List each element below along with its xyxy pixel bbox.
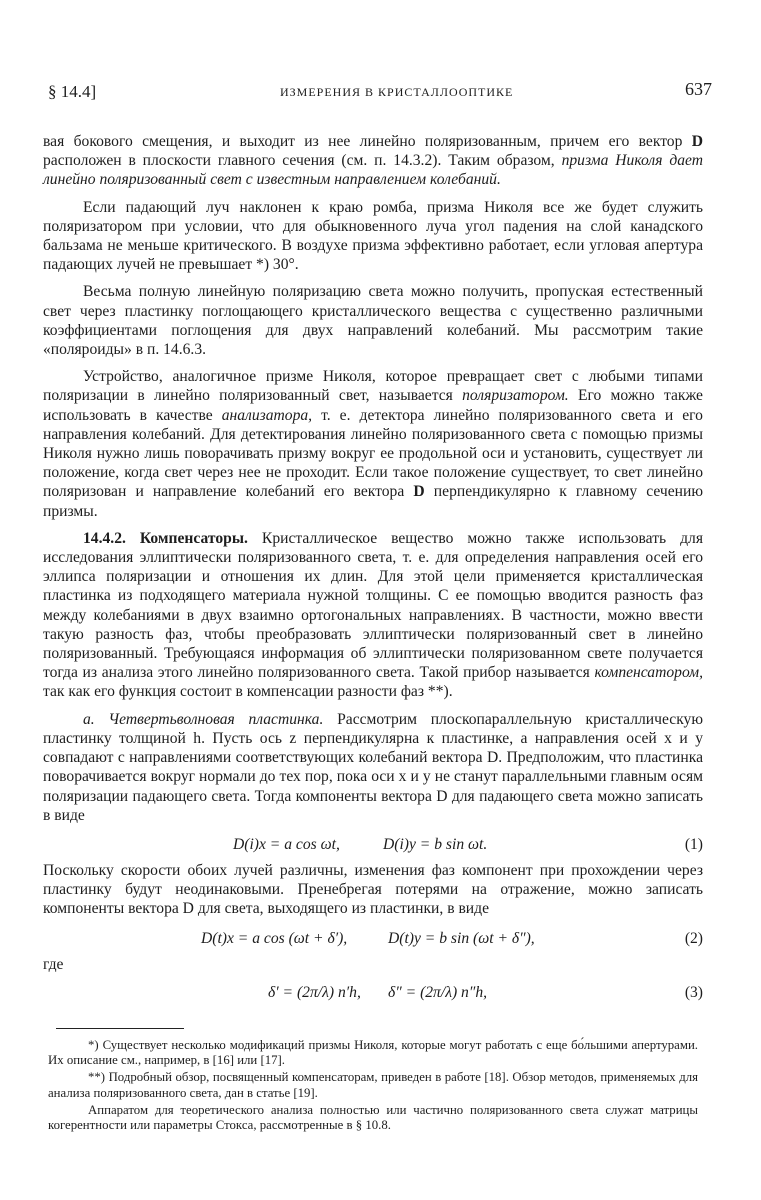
page-header	[48, 79, 712, 106]
equation-2: D(t)x = a cos (ωt + δ′), D(t)y = b sin (ωt + δ″), (2)	[201, 929, 703, 947]
section-14-4-2: 14.4.2. Компенсаторы. Кристаллическое вещество можно также использовать для исследования эллиптически поляризованного света, т. е. для определения направления осей его эллипса поляризации и отношения их длин. Для этой цели применяется кристаллическая пластинка из подходящего материала нужной толщины. С ее помощью вводится разность фаз между колебаниями в двух взаимно ортогональных направлениях. В частности, можно ввести такую разность фаз, чтобы преобразовать эллиптически поляризованный свет в линейно поляризованный. Требующаяся информация об эллиптически поляризованном свете получается тогда из анализа этого линейно поляризованного света. Такой прибор называется компенсатором, так как его функция состоит в компенсации разности фаз **).	[43, 529, 703, 701]
paragraph: Поскольку скорости обоих лучей различны, изменения фаз компонент при прохождении через пластинку будут неодинаковыми. Пренебрегая потерями на отражение, можно записать компоненты вектора D для света, выходящего из пластинки, в виде	[43, 861, 703, 918]
footnote: Аппаратом для теоретического анализа полностью или частично поляризованного света служат матрицы когерентности или параметры Стокса, рассмотренные в § 10.8.	[48, 1102, 698, 1133]
paragraph: а. Четвертьволновая пластинка. Рассмотрим плоскопараллельную кристаллическую пластинку толщиной h. Пусть ось z перпендикулярна к пластинке, а направления осей x и y совпадают с направлениями соответствующих колебаний вектора D. Предположим, что пластинка поворачивается вокруг нормали до тех пор, пока оси x и y не станут параллельными главным осям поляризации падающего света. Тогда компоненты вектора D для падающего света можно записать в виде	[43, 710, 704, 824]
equation-number: (2)	[684, 929, 703, 947]
page-number: 637	[685, 79, 712, 99]
footnote: **) Подробный обзор, посвященный компенсаторам, приведен в работе [18]. Обзор методов, применяемых для анализа поляризованного света, дан в статье [19].	[48, 1070, 698, 1100]
running-title: ИЗМЕРЕНИЯ В КРИСТАЛЛООПТИКЕ	[280, 85, 514, 99]
subsection-heading: а. Четвертьволновая пластинка.	[83, 710, 324, 728]
equation-3: δ′ = (2π/λ) n′h, δ″ = (2π/λ) n″h, (3)	[268, 983, 703, 1001]
where-label: где	[43, 955, 64, 973]
equation-1: D(i)x = a cos ωt, D(i)y = b sin ωt. (1)	[233, 835, 703, 853]
footnote-rule	[56, 1028, 184, 1029]
section-heading: 14.4.2. Компенсаторы.	[83, 529, 248, 547]
equation-number: (1)	[684, 835, 703, 853]
paragraph: вая бокового смещения, и выходит из нее линейно поляризованным, причем его вектор D расположен в плоскости главного сечения (см. п. 14.3.2). Таким образом, призма Николя дает линейно поляризованный свет с известным направлением колебаний.	[43, 133, 703, 189]
section-ref: § 14.4]	[48, 82, 97, 101]
paragraph: Если падающий луч наклонен к краю ромба, призма Николя все же будет служить поляризатором при условии, что для обыкновенного луча угол падения на слой канадского бальзама не меньше критического. В воздухе призма эффективно работает, если угловая апертура падающих лучей не превышает *) 30°.	[43, 198, 703, 274]
equation-number: (3)	[684, 983, 703, 1001]
paragraph: Устройство, аналогичное призме Николя, которое превращает свет с любыми типами поляризации в линейно поляризованный свет, называется поляризатором. Его можно также использовать в качестве анализатора, т. е. детектора линейно поляризованного света и его направления колебаний. Для детектирования линейно поляризованного света с помощью призмы Николя нужно лишь поворачивать призму вокруг ее продольной оси и установить, существует ли положение, когда свет через нее не проходит. Если такое положение существует, то свет линейно поляризован и направление колебаний его вектора D перпендикулярно к главному сечению призмы.	[43, 368, 703, 520]
footnotes	[48, 1038, 698, 1135]
paragraph: Весьма полную линейную поляризацию света можно получить, пропуская естественный свет через пластинку поглощающего кристаллического вещества с существенно различными коэффициентами поглощения для двух направлений колебаний. Мы рассмотрим такие «поляроиды» в п. 14.6.3.	[43, 283, 703, 359]
body-text	[43, 132, 703, 1009]
footnote: *) Существует несколько модификаций призмы Николя, которые могут работать с еще бо́льшими апертурами. Их описание см., например, в [16] или [17].	[48, 1038, 698, 1068]
emphasis: призма Николя дает линейно поляризованный свет с известным направлением колебаний.	[43, 152, 703, 189]
